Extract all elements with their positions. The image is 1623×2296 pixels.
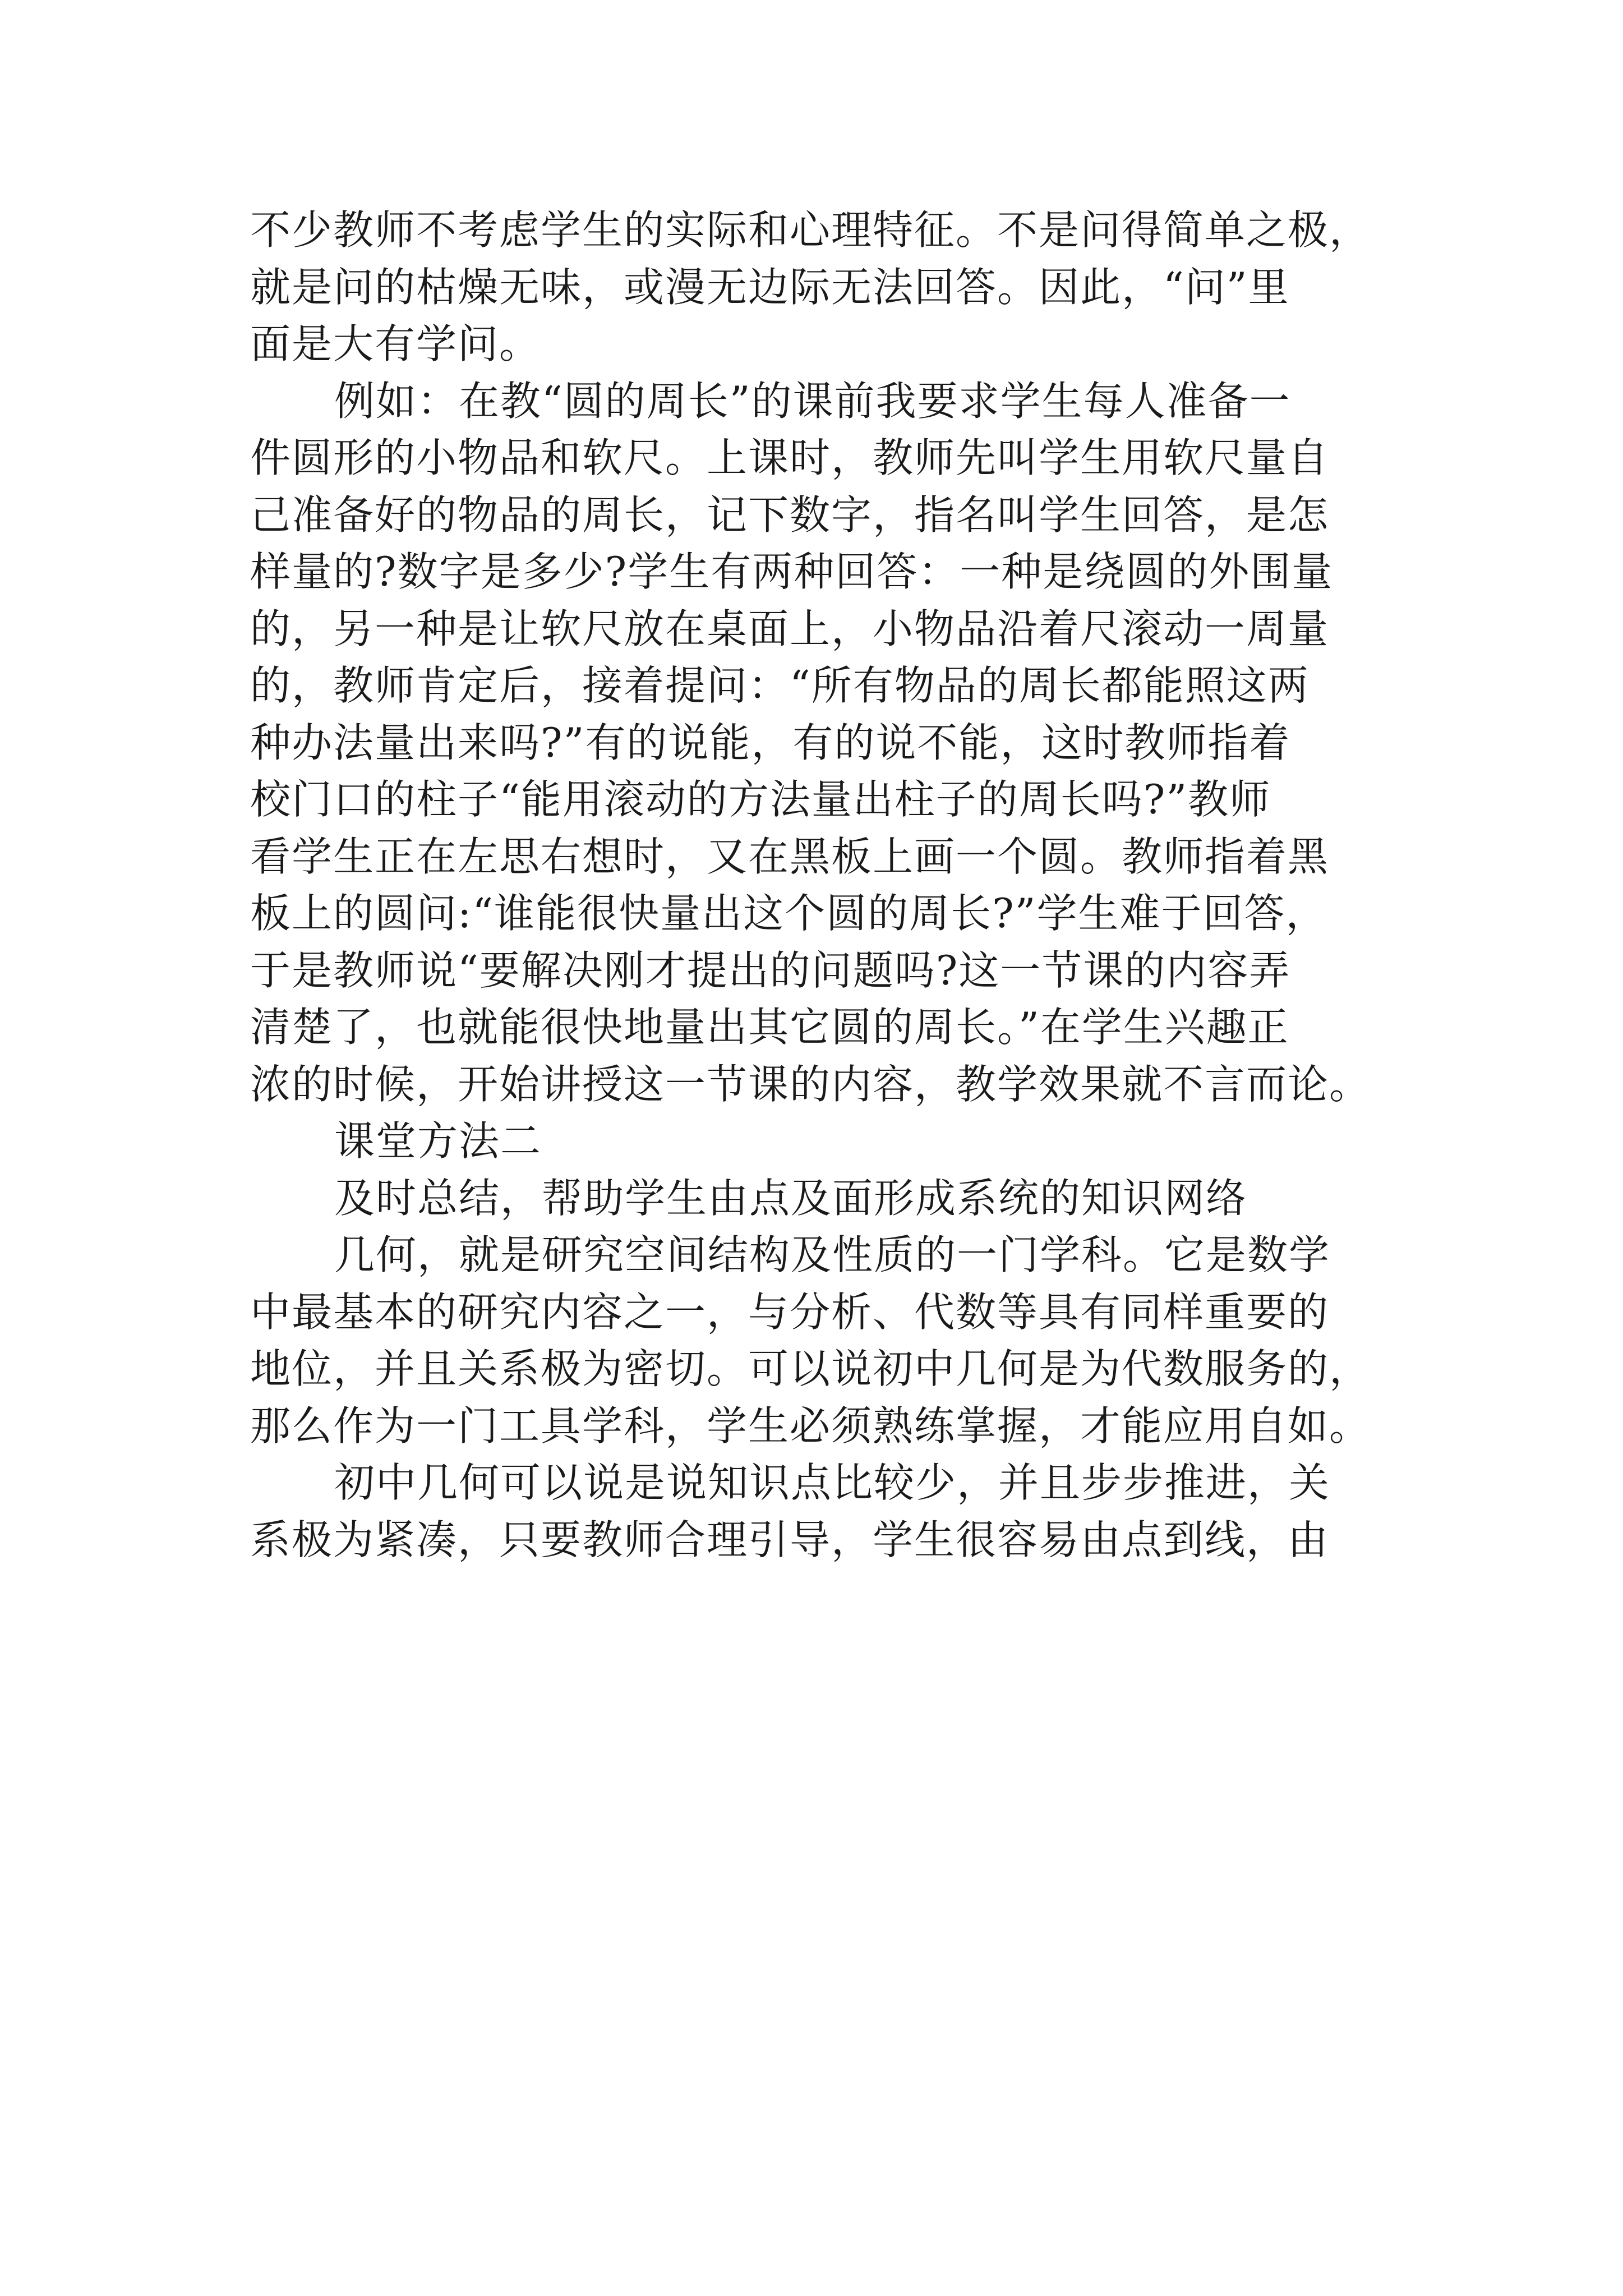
text-line: 中最基本的研究内容之一，与分析、代数等具有同样重要的	[250, 1288, 1330, 1336]
text-line: 己准备好的物品的周长，记下数字，指名叫学生回答，是怎	[250, 491, 1330, 539]
text-line: 例如：在教“圆的周长”的课前我要求学生每人准备一	[334, 377, 1291, 425]
section-heading: 课堂方法二	[334, 1117, 542, 1165]
text-line: 不少教师不考虑学生的实际和心理特征。不是问得简单之极，	[250, 206, 1371, 254]
text-line: 校门口的柱子“能用滚动的方法量出柱子的周长吗?”教师	[250, 776, 1271, 823]
text-line: 浓的时候，开始讲授这一节课的内容，教学效果就不言而论。	[250, 1060, 1371, 1108]
text-line: 就是问的枯燥无味，或漫无边际无法回答。因此，“问”里	[250, 263, 1290, 311]
text-line: 看学生正在左思右想时，又在黑板上画一个圆。教师指着黑	[250, 832, 1330, 880]
text-line: 系极为紧凑，只要教师合理引导，学生很容易由点到线，由	[250, 1516, 1330, 1563]
text-line: 的，另一种是让软尺放在桌面上，小物品沿着尺滚动一周量	[250, 605, 1330, 652]
text-line: 那么作为一门工具学科，学生必须熟练掌握，才能应用自如。	[250, 1402, 1371, 1450]
text-line: 地位，并且关系极为密切。可以说初中几何是为代数服务的，	[250, 1345, 1371, 1392]
body-text	[250, 202, 1394, 1568]
section-subheading: 及时总结，帮助学生由点及面形成系统的知识网络	[334, 1174, 1248, 1222]
text-line: 种办法量出来吗?”有的说能，有的说不能，这时教师指着	[250, 719, 1291, 766]
text-line: 板上的圆问:“谁能很快量出这个圆的周长?”学生难于回答，	[250, 890, 1327, 937]
text-line: 样量的?数字是多少?学生有两种回答：一种是绕圆的外围量	[250, 548, 1334, 595]
text-line: 面是大有学问。	[250, 320, 541, 367]
text-line: 清楚了，也就能很快地量出其它圆的周长。”在学生兴趣正	[250, 1004, 1289, 1051]
text-line: 的，教师肯定后，接着提问：“所有物品的周长都能照这两	[250, 662, 1310, 709]
text-line: 几何，就是研究空间结构及性质的一门学科。它是数学	[334, 1231, 1331, 1278]
text-line: 初中几何可以说是说知识点比较少，并且步步推进，关	[334, 1459, 1331, 1506]
text-line: 件圆形的小物品和软尺。上课时，教师先叫学生用软尺量自	[250, 434, 1330, 481]
text-line: 于是教师说“要解决刚才提出的问题吗?这一节课的内容弄	[250, 946, 1291, 994]
